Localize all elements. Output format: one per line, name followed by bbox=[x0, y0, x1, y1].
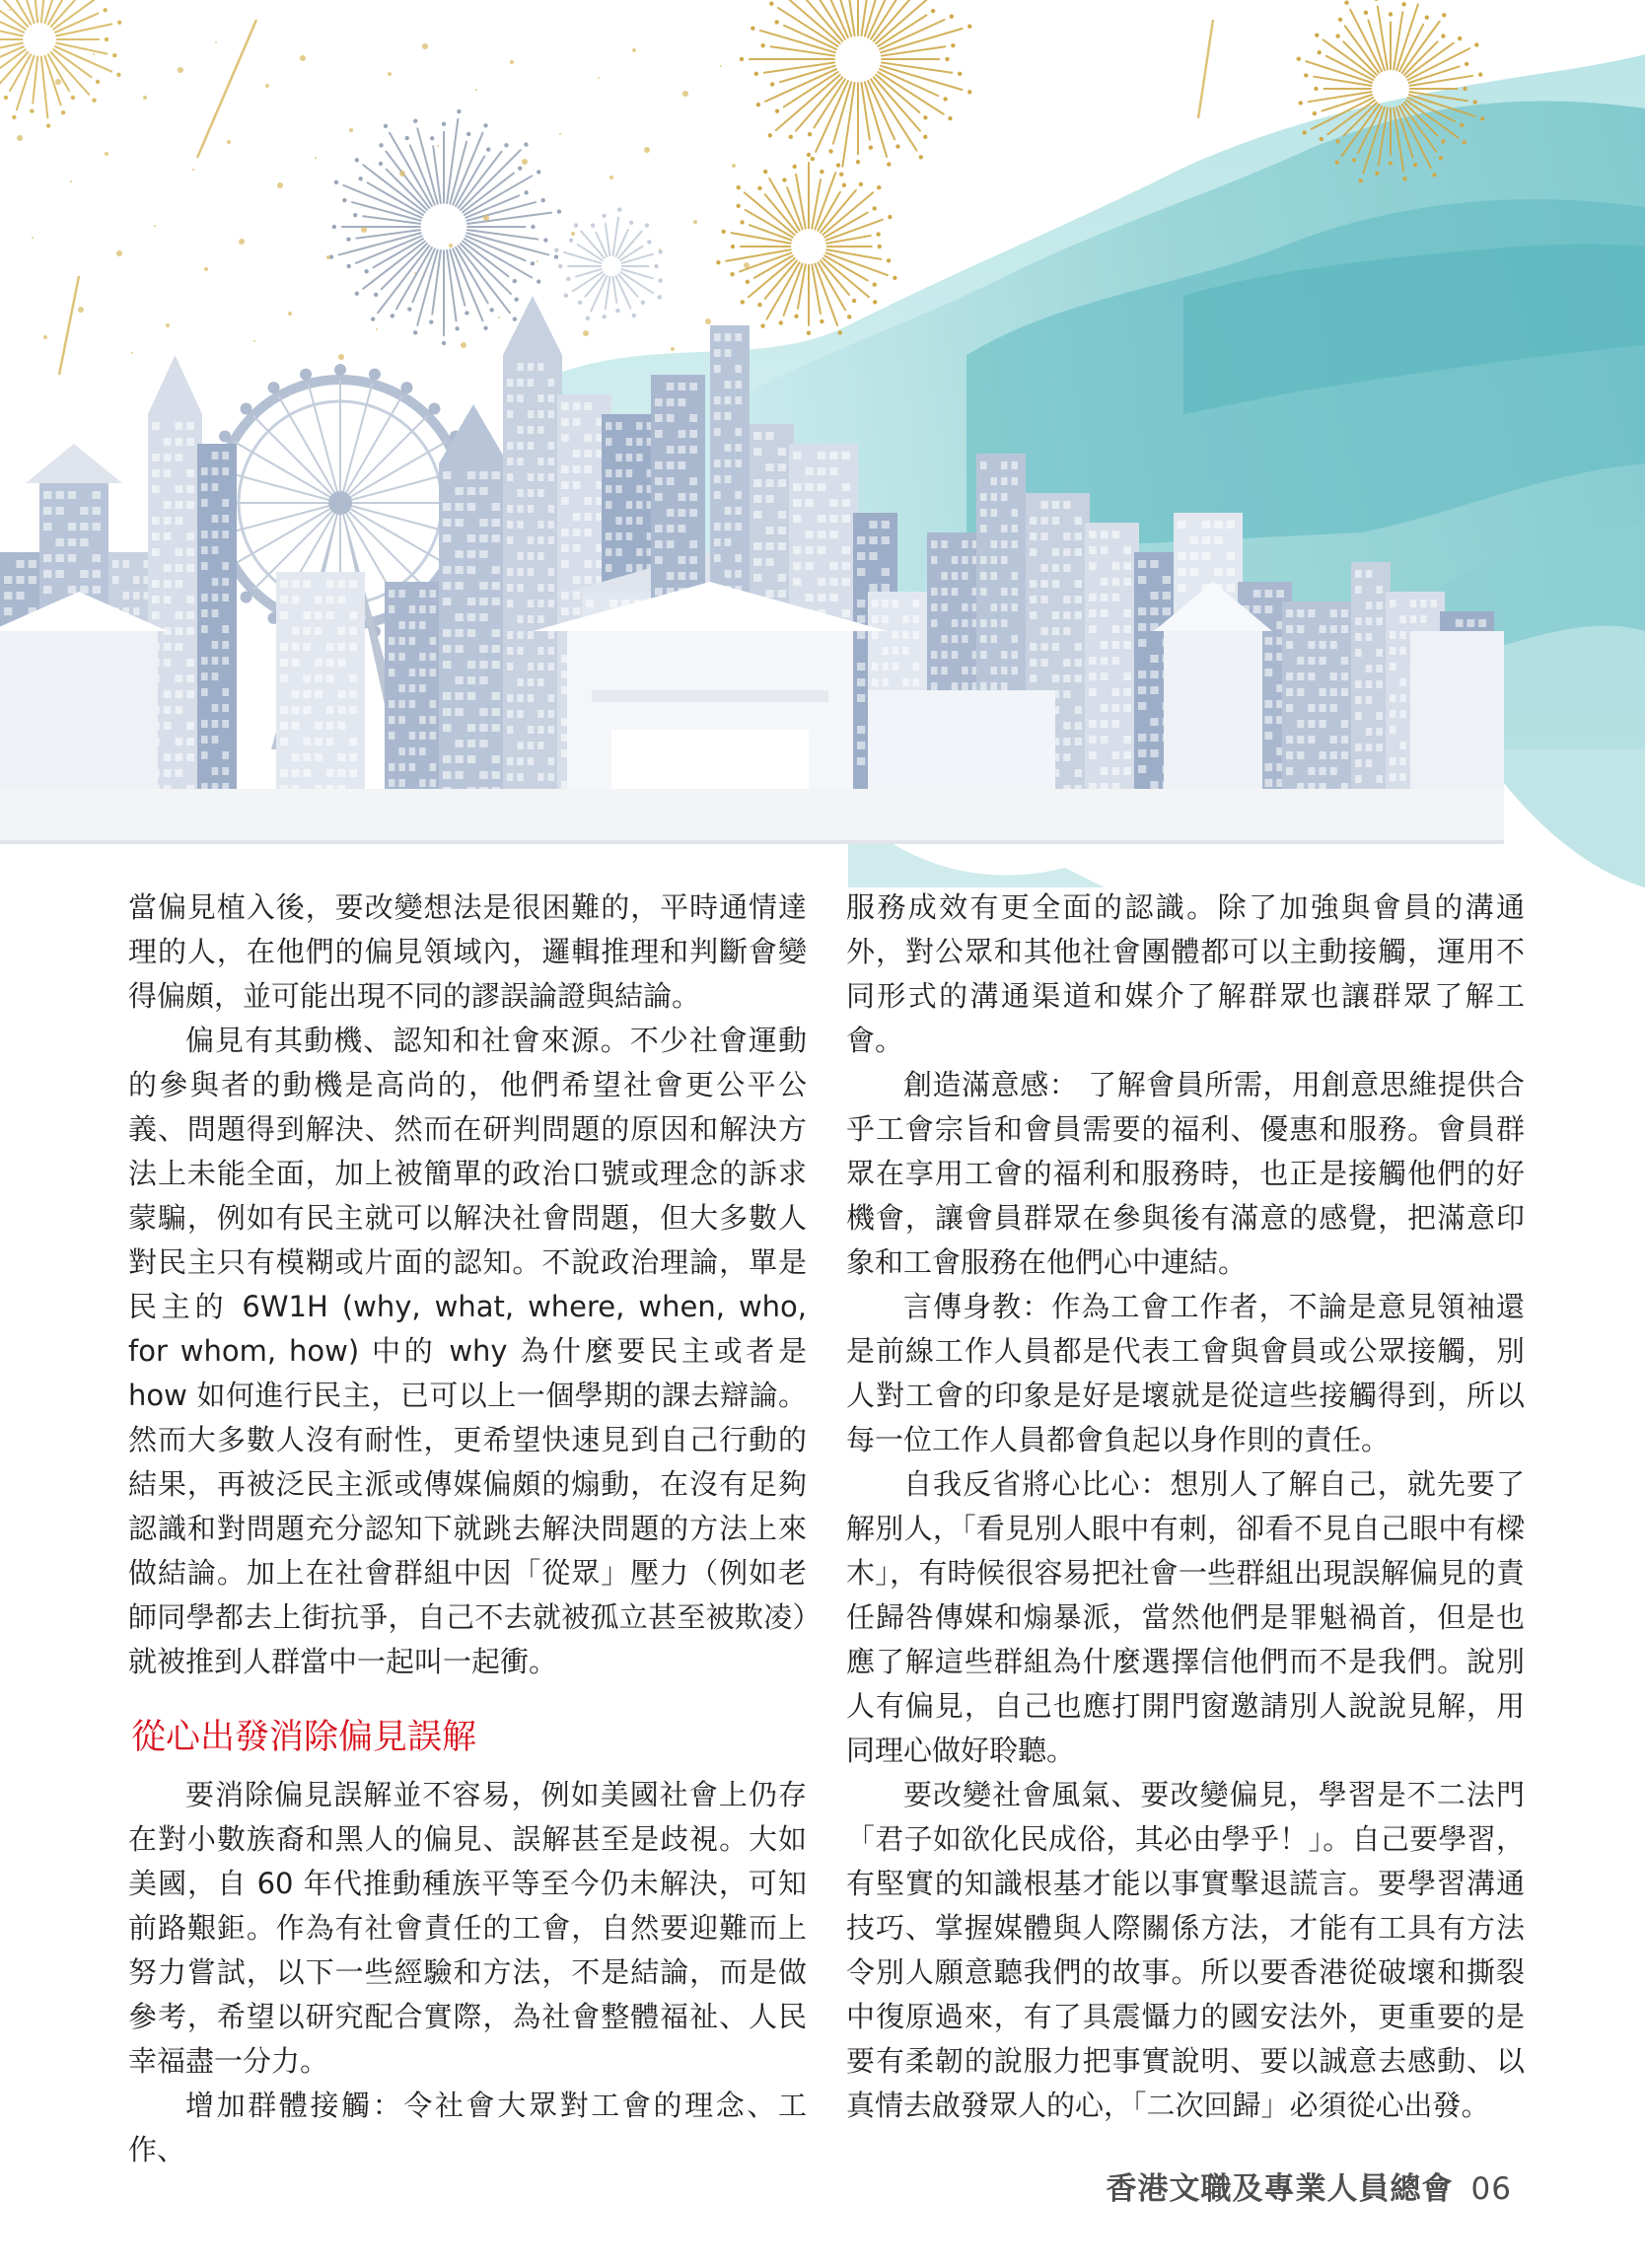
section-heading: 從心出發消除偏見誤解 bbox=[131, 1718, 477, 1757]
paragraph: 自我反省將心比心：想別人了解自己，就先要了解別人，「看見別人眼中有刺，卻看不見自己眼中有樑木」，有時候很容易把社會一些群組出現誤解偏見的責任歸咎傳媒和煽暴派，當然他們是罪魁禍首，但是也應了解這些群組為什麼選擇信他們而不是我們。說別人有偏見，自己也應打開門窗邀請別人說說見解，用同理心做好聆聽。 bbox=[846, 1467, 1525, 1767]
paragraph: 要消除偏見誤解並不容易，例如美國社會上仍存在對小數族裔和黑人的偏見、誤解甚至是歧視。大如美國，自 60 年代推動種族平等至今仍未解決，可知前路艱鉅。作為有社會責任的工會，自然要迎難而上努力嘗試，以下一些經驗和方法，不是結論，而是做參考，希望以研究配合實際，為社會整體福祉、人民幸福盡一分力。 bbox=[128, 1778, 807, 2078]
paragraph: 言傳身教：作為工會工作者，不論是意見領袖還是前線工作人員都是代表工會與會員或公眾接觸，別人對工會的印象是好是壞就是從這些接觸得到，所以每一位工作人員都會負起以身作則的責任。 bbox=[846, 1290, 1525, 1456]
left-column bbox=[128, 886, 807, 2172]
paragraph: 增加群體接觸：令社會大眾對工會的理念、工作、 bbox=[128, 2089, 807, 2166]
paragraph: 當偏見植入後，要改變想法是很困難的，平時通情達理的人，在他們的偏見領域內，邏輯推理和判斷會變得偏頗，並可能出現不同的謬誤論證與結論。 bbox=[128, 890, 807, 1013]
paragraph: 偏見有其動機、認知和社會來源。不少社會運動的參與者的動機是高尚的，他們希望社會更公平公義、問題得到解決、然而在研判問題的原因和解決方法上未能全面，加上被簡單的政治口號或理念的訴求蒙騙，例如有民主就可以解決社會問題，但大多數人對民主只有模糊或片面的認知。不說政治理論，單是民主的 6W1H (why, what, where, when, who, for whom, how) 中的 why 為什麼要民主或者是 how 如何進行民主，已可以上一個學期的課去辯論。然而大多數人沒有耐性，更希望快速見到自己行動的結果，再被泛民主派或傳媒偏頗的煽動，在沒有足夠認識和對問題充分認知下就跳去解決問題的方法上來做結論。加上在社會群組中因「從眾」壓力（例如老師同學都去上街抗爭，自己不去就被孤立甚至被欺凌）就被推到人群當中一起叫一起衝。 bbox=[128, 1024, 807, 1678]
page-number: 06 bbox=[1470, 2171, 1512, 2207]
page-footer bbox=[1107, 2163, 1512, 2208]
paragraph: 服務成效有更全面的認識。除了加強與會員的溝通外，對公眾和其他社會團體都可以主動接觸，運用不同形式的溝通渠道和媒介了解群眾也讓群眾了解工會。 bbox=[846, 890, 1525, 1057]
header-illustration bbox=[0, 0, 1645, 887]
paragraph: 要改變社會風氣、要改變偏見，學習是不二法門「君子如欲化民成俗，其必由學乎！」。自己要學習，有堅實的知識根基才能以事實擊退謊言。要學習溝通技巧、掌握媒體與人際關係方法，才能有工具有方法令別人願意聽我們的故事。所以要香港從破壞和撕裂中復原過來，有了具震懾力的國安法外，更重要的是要有柔韌的說服力把事實說明、要以誠意去感動、以真情去啟發眾人的心，「二次回歸」必須從心出發。 bbox=[846, 1778, 1525, 2122]
paragraph: 創造滿意感： 了解會員所需，用創意思維提供合乎工會宗旨和會員需要的福利、優惠和服務。會員群眾在享用工會的福利和服務時，也正是接觸他們的好機會，讓會員群眾在參與後有滿意的感覺，把滿意印象和工會服務在他們心中連結。 bbox=[846, 1068, 1525, 1279]
organization-name: 香港文職及專業人員總會 bbox=[1106, 2171, 1454, 2207]
right-column bbox=[846, 886, 1525, 2128]
